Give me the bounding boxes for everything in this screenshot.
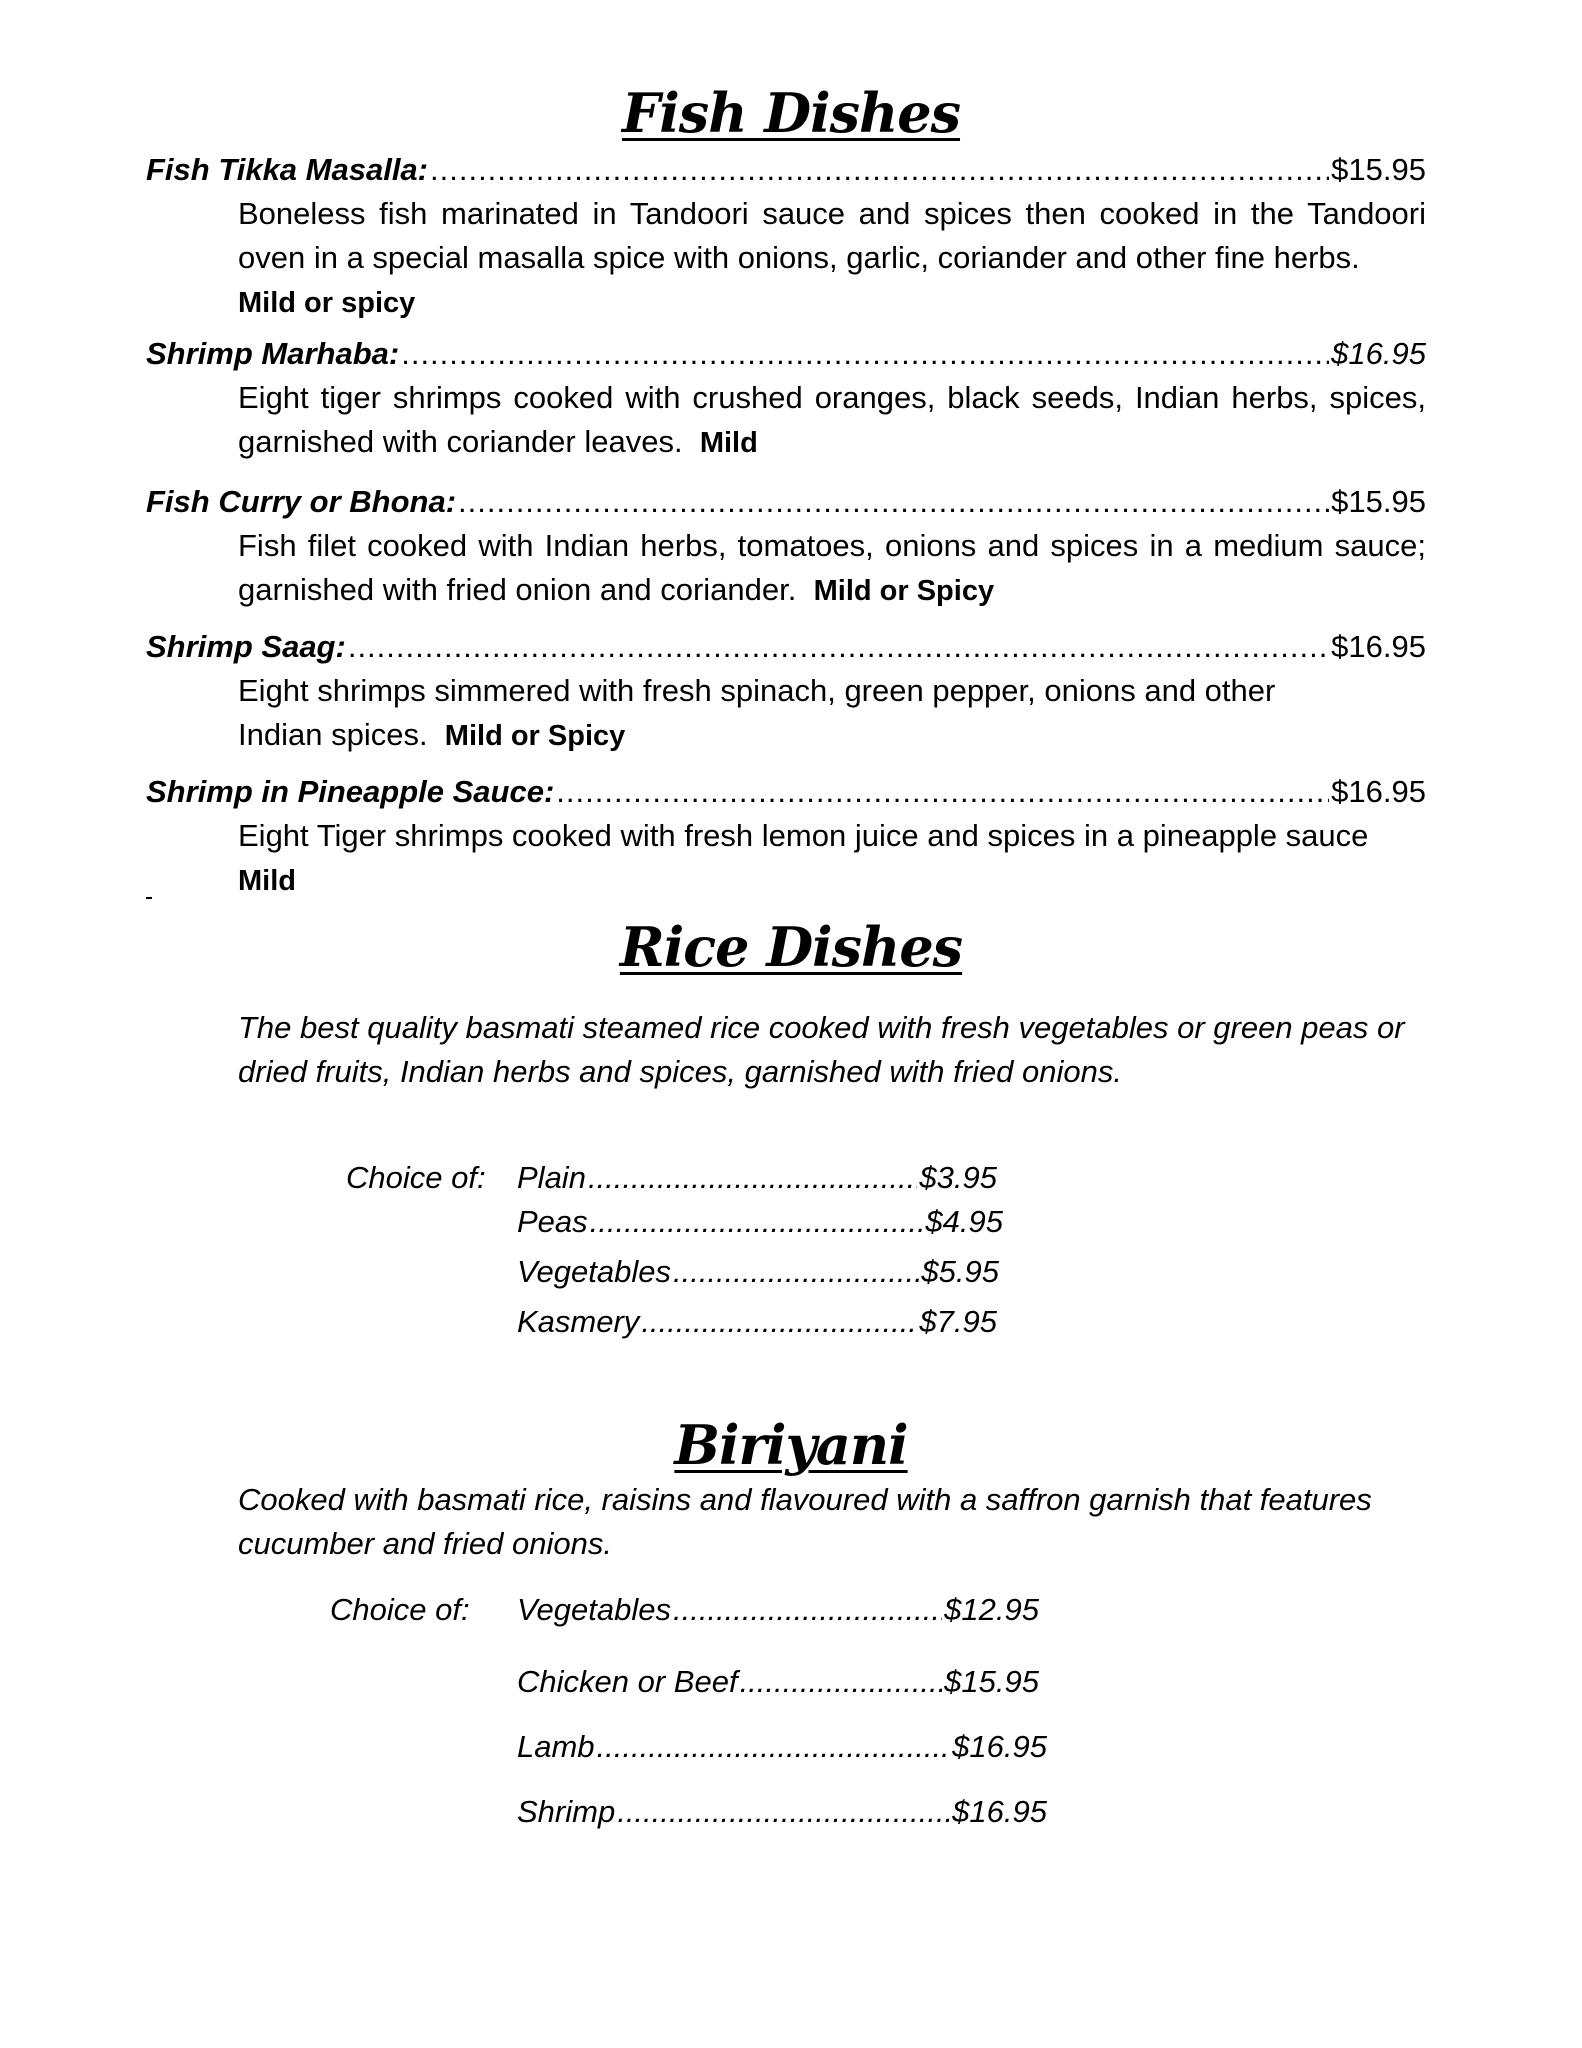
option-price: $12.95 <box>944 1592 1039 1627</box>
biriyani-option-shrimp <box>517 1792 1047 1832</box>
item-description <box>238 376 1426 465</box>
item-description <box>238 814 1426 903</box>
spice-level: Mild or Spicy <box>444 720 626 752</box>
biriyani-option-vegetables <box>517 1590 1039 1630</box>
spice-level: Mild or spicy <box>238 287 416 319</box>
item-name: Fish Curry or Bhona: <box>146 484 457 519</box>
item-description <box>238 524 1426 613</box>
item-name: Shrimp Saag: <box>146 629 346 664</box>
item-price: $15.95 <box>1331 484 1426 519</box>
description-text: Boneless fish marinated in Tandoori sauce and spices then cooked in the Tandoori oven in a special masalla spice with onions, garlic, coriander and other fine herbs. <box>238 196 1426 275</box>
spice-level: Mild or Spicy <box>813 575 995 607</box>
biriyani-option-chicken-beef <box>517 1662 1039 1702</box>
option-name: Vegetables <box>517 1254 671 1289</box>
option-price: $4.95 <box>925 1204 1003 1239</box>
spice-level: Mild <box>699 427 758 459</box>
biriyani-intro: Cooked with basmati rice, raisins and flavoured with a saffron garnish that features cucumber and fried onions. <box>238 1482 1372 1561</box>
fish-dishes-heading: Fish Dishes <box>621 81 961 145</box>
option-price: $7.95 <box>919 1304 997 1339</box>
dot-leader <box>588 1158 917 1198</box>
menu-item-shrimp-pineapple <box>146 772 1426 812</box>
menu-item-fish-curry-bhona <box>146 482 1426 522</box>
description-text: Eight Tiger shrimps cooked with fresh lemon juice and spices in a pineapple sauce <box>238 818 1369 853</box>
dot-leader <box>597 1727 951 1767</box>
option-name: Vegetables <box>517 1592 671 1627</box>
rice-choice-label: Choice of: <box>346 1160 486 1195</box>
spice-level: Mild <box>238 865 296 897</box>
item-name: Fish Tikka Masalla: <box>146 152 428 187</box>
menu-item-shrimp-marhaba <box>146 334 1426 374</box>
dot-leader <box>401 334 1329 374</box>
dot-leader <box>641 1302 917 1342</box>
rice-option-kasmery <box>517 1302 997 1342</box>
option-name: Chicken or Beef <box>517 1664 738 1699</box>
menu-item-fish-tikka-masalla <box>146 150 1426 190</box>
item-price: $16.95 <box>1331 629 1426 664</box>
option-price: $16.95 <box>952 1794 1047 1829</box>
dot-leader <box>348 627 1329 667</box>
rice-dishes-heading: Rice Dishes <box>619 915 963 979</box>
menu-item-shrimp-saag <box>146 627 1426 667</box>
option-price: $16.95 <box>952 1729 1047 1764</box>
dot-leader <box>673 1252 919 1292</box>
item-price: $16.95 <box>1331 774 1426 809</box>
item-name: Shrimp Marhaba: <box>146 336 400 371</box>
item-price: $16.95 <box>1331 336 1426 371</box>
option-price: $15.95 <box>944 1664 1039 1699</box>
rice-option-vegetables <box>517 1252 999 1292</box>
biriyani-option-lamb <box>517 1727 1047 1767</box>
option-name: Kasmery <box>517 1304 640 1339</box>
dot-leader <box>556 772 1329 812</box>
biriyani-heading: Biriyani <box>674 1413 908 1477</box>
option-price: $3.95 <box>919 1160 997 1195</box>
option-price: $5.95 <box>921 1254 999 1289</box>
description-text: Eight tiger shrimps cooked with crushed oranges, black seeds, Indian herbs, spices, garnished with coriander leaves. <box>238 380 1426 459</box>
option-name: Shrimp <box>517 1794 616 1829</box>
dot-leader <box>617 1792 950 1832</box>
item-description <box>238 192 1426 325</box>
option-name: Lamb <box>517 1729 595 1764</box>
dot-leader <box>740 1662 943 1702</box>
rice-option-peas <box>517 1202 1003 1242</box>
description-text: Eight shrimps simmered with fresh spinach, green pepper, onions and other Indian spices. <box>238 673 1276 752</box>
dot-leader <box>590 1202 924 1242</box>
option-name: Plain <box>517 1160 586 1195</box>
biriyani-choice-label: Choice of: <box>330 1592 470 1627</box>
dot-leader <box>458 482 1329 522</box>
rice-option-plain <box>517 1158 997 1198</box>
item-price: $15.95 <box>1331 152 1426 187</box>
option-name: Peas <box>517 1204 588 1239</box>
dot-leader <box>673 1590 942 1630</box>
stray-mark <box>146 897 152 899</box>
dot-leader <box>430 150 1329 190</box>
item-description <box>238 669 1368 758</box>
item-name: Shrimp in Pineapple Sauce: <box>146 774 555 809</box>
rice-intro: The best quality basmati steamed rice cooked with fresh vegetables or green peas or dried fruits, Indian herbs and spices, garnished with fried onions. <box>238 1010 1405 1089</box>
description-text: Fish filet cooked with Indian herbs, tomatoes, onions and spices in a medium sauce; garnished with fried onion and coriander. <box>238 528 1426 607</box>
